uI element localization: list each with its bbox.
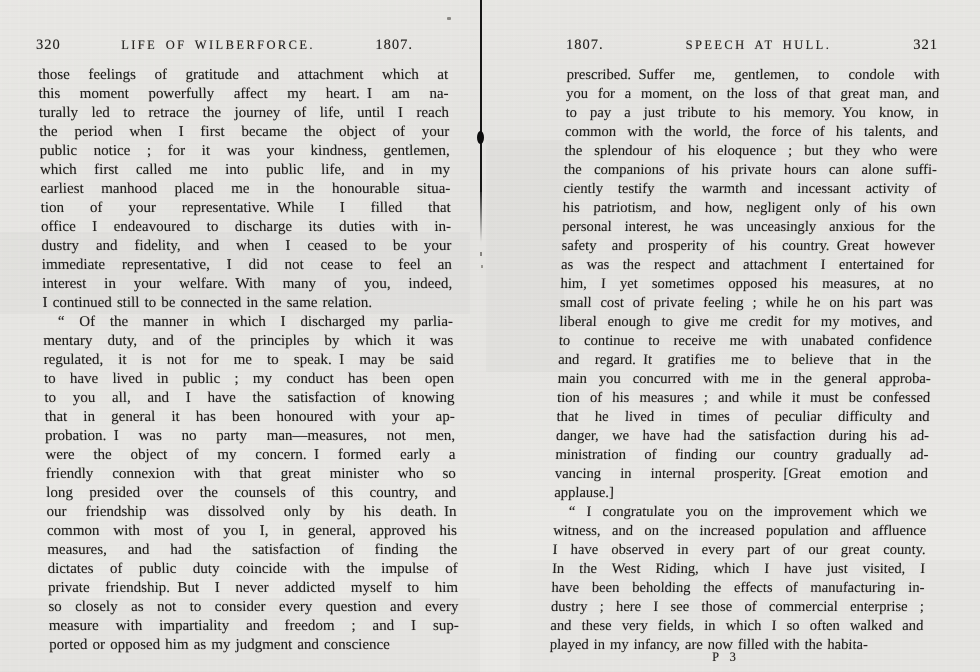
right-page <box>480 0 980 672</box>
text-line: so closely as not to consider every question and every <box>48 599 459 615</box>
text-line: which first called me into public life, and in my <box>39 162 451 178</box>
text-line: ciently testify the warmth and incessant activity of <box>563 181 937 197</box>
text-line: “ I congratulate you on the improvement which we <box>568 504 928 520</box>
text-line: ported or opposed him as my judgment and conscience <box>48 637 391 653</box>
text-line: danger, we have had the satisfaction during his ad- <box>555 428 930 444</box>
text-line: those feelings of gratitude and attachment which at <box>38 67 449 83</box>
text-line: office I endeavoured to discharge its duties with in- <box>40 219 452 235</box>
text-line: that he lived in times of peculiar difficulty and <box>556 409 930 425</box>
paragraph <box>38 66 453 313</box>
text-line: were the object of my concern. I formed early a <box>45 447 456 463</box>
right-running-head <box>566 37 938 54</box>
text-line: tion of your representative. While I filled that <box>40 200 451 216</box>
text-line: ministration of finding our country gradually ad- <box>555 447 929 463</box>
text-line: dustry and fidelity, and when I ceased to be your <box>41 238 452 254</box>
text-line: witness, and on the increased population and affluence <box>552 523 927 539</box>
text-line: the period when I first became the object of your <box>39 124 450 140</box>
text-line: vancing in internal prosperity. [Great emotion and <box>554 466 929 482</box>
text-line: and these very fields, in which I so often walked and <box>550 618 924 634</box>
text-line: to continue to receive me with unabated confidence <box>558 333 933 349</box>
text-line: I continued still to be connected in the same relation. <box>42 295 373 311</box>
text-line: measure with impartiality and freedom ; and I sup- <box>48 618 459 634</box>
text-line: friendly connexion with that great minister who so <box>45 466 456 482</box>
text-line: applause.] <box>554 485 615 501</box>
left-page-number: 320 <box>36 37 61 53</box>
text-line: measures, and had the satisfaction of finding the <box>47 542 458 558</box>
left-running-title: LIFE OF WILBERFORCE. <box>121 38 315 52</box>
text-line: probation. I was no party man—measures, not men, <box>44 428 456 444</box>
text-line: this moment powerfully affect my heart. I am na- <box>38 86 449 102</box>
paragraph <box>43 313 460 655</box>
text-line: you for a moment, on the loss of that great man, and <box>565 86 940 102</box>
paragraph <box>554 66 940 503</box>
left-running-head <box>36 37 413 54</box>
text-line: public notice ; for it was your kindness, gentlemen, <box>39 143 450 159</box>
text-line: and regard. It gratifies me to believe that in the <box>558 352 932 368</box>
text-line: played in my infancy, are now filled with the habita- <box>549 637 869 653</box>
signature-mark: P 3 <box>712 650 740 664</box>
text-line: the companions of his private hours can alone suffi- <box>563 162 938 178</box>
right-page-number: 321 <box>913 37 938 53</box>
right-header-year: 1807. <box>566 37 604 53</box>
text-line: safety and prosperity of his country. Great however <box>561 238 935 254</box>
text-line: to have lived in public ; my conduct has been open <box>43 371 455 387</box>
text-line: “ Of the manner in which I discharged my parlia- <box>57 314 454 330</box>
text-line: mentary duty, and of the principles by which it was <box>43 333 454 349</box>
text-line: as was the respect and attachment I entertained for <box>560 257 935 273</box>
text-line: turally led to retrace the journey of life, until I reach <box>38 105 450 121</box>
paragraph <box>550 503 928 655</box>
text-line: private friendship. But I never addicted myself to him <box>47 580 459 596</box>
text-line: prescribed. Suffer me, gentlemen, to condole with <box>566 67 940 83</box>
text-line: the splendour of his eloquence ; but they who were <box>564 143 938 159</box>
text-line: earliest manhood placed me in the honourable situa- <box>40 181 451 197</box>
text-line: dustry ; here I see those of commercial enterprise ; <box>550 599 925 615</box>
text-line: to you all, and I have the satisfaction of knowing <box>44 390 455 406</box>
text-line: his patriotism, and how, negligent only of his own <box>562 200 937 216</box>
text-line: dictates of public duty coincide with the impulse of <box>47 561 458 577</box>
text-line: I have observed in every part of our great county. <box>552 542 926 558</box>
text-line: small cost of private feeling ; while he on his part was <box>559 295 934 311</box>
text-line: interest in your welfare. With many of you, indeed, <box>42 276 453 292</box>
text-line: personal interest, he was unceasingly anxious for the <box>561 219 936 235</box>
text-line: immediate representative, I did not cease to feel an <box>41 257 452 273</box>
text-line: him, I yet sometimes opposed his measures, at no <box>560 276 934 292</box>
text-line: tion of his measures ; and while it must be confessed <box>556 390 931 406</box>
text-line: common with the world, the force of his talents, and <box>564 124 939 140</box>
text-line: to pay a just tribute to his memory. You know, in <box>565 105 939 121</box>
left-page-body <box>38 66 459 655</box>
text-line: our friendship was dissolved only by his death. In <box>46 504 457 520</box>
right-running-title: SPEECH AT HULL. <box>685 38 832 52</box>
text-line: common with most of you I, in general, approved his <box>46 523 458 539</box>
left-header-year: 1807. <box>375 37 413 53</box>
text-line: In the West Riding, which I have just visited, I <box>551 561 926 577</box>
text-line: that in general it has been honoured with your ap- <box>44 409 455 425</box>
text-line: liberal enough to give me credit for my motives, and <box>559 314 933 330</box>
right-page-body <box>550 66 940 655</box>
text-line: long presided over the counsels of this country, and <box>46 485 457 501</box>
left-page <box>0 0 480 672</box>
text-line: regulated, it is not for me to speak. I may be said <box>43 352 454 368</box>
text-line: have been beholding the effects of manufacturing in- <box>551 580 925 596</box>
text-line: main you concurred with me in the general approba- <box>557 371 931 387</box>
